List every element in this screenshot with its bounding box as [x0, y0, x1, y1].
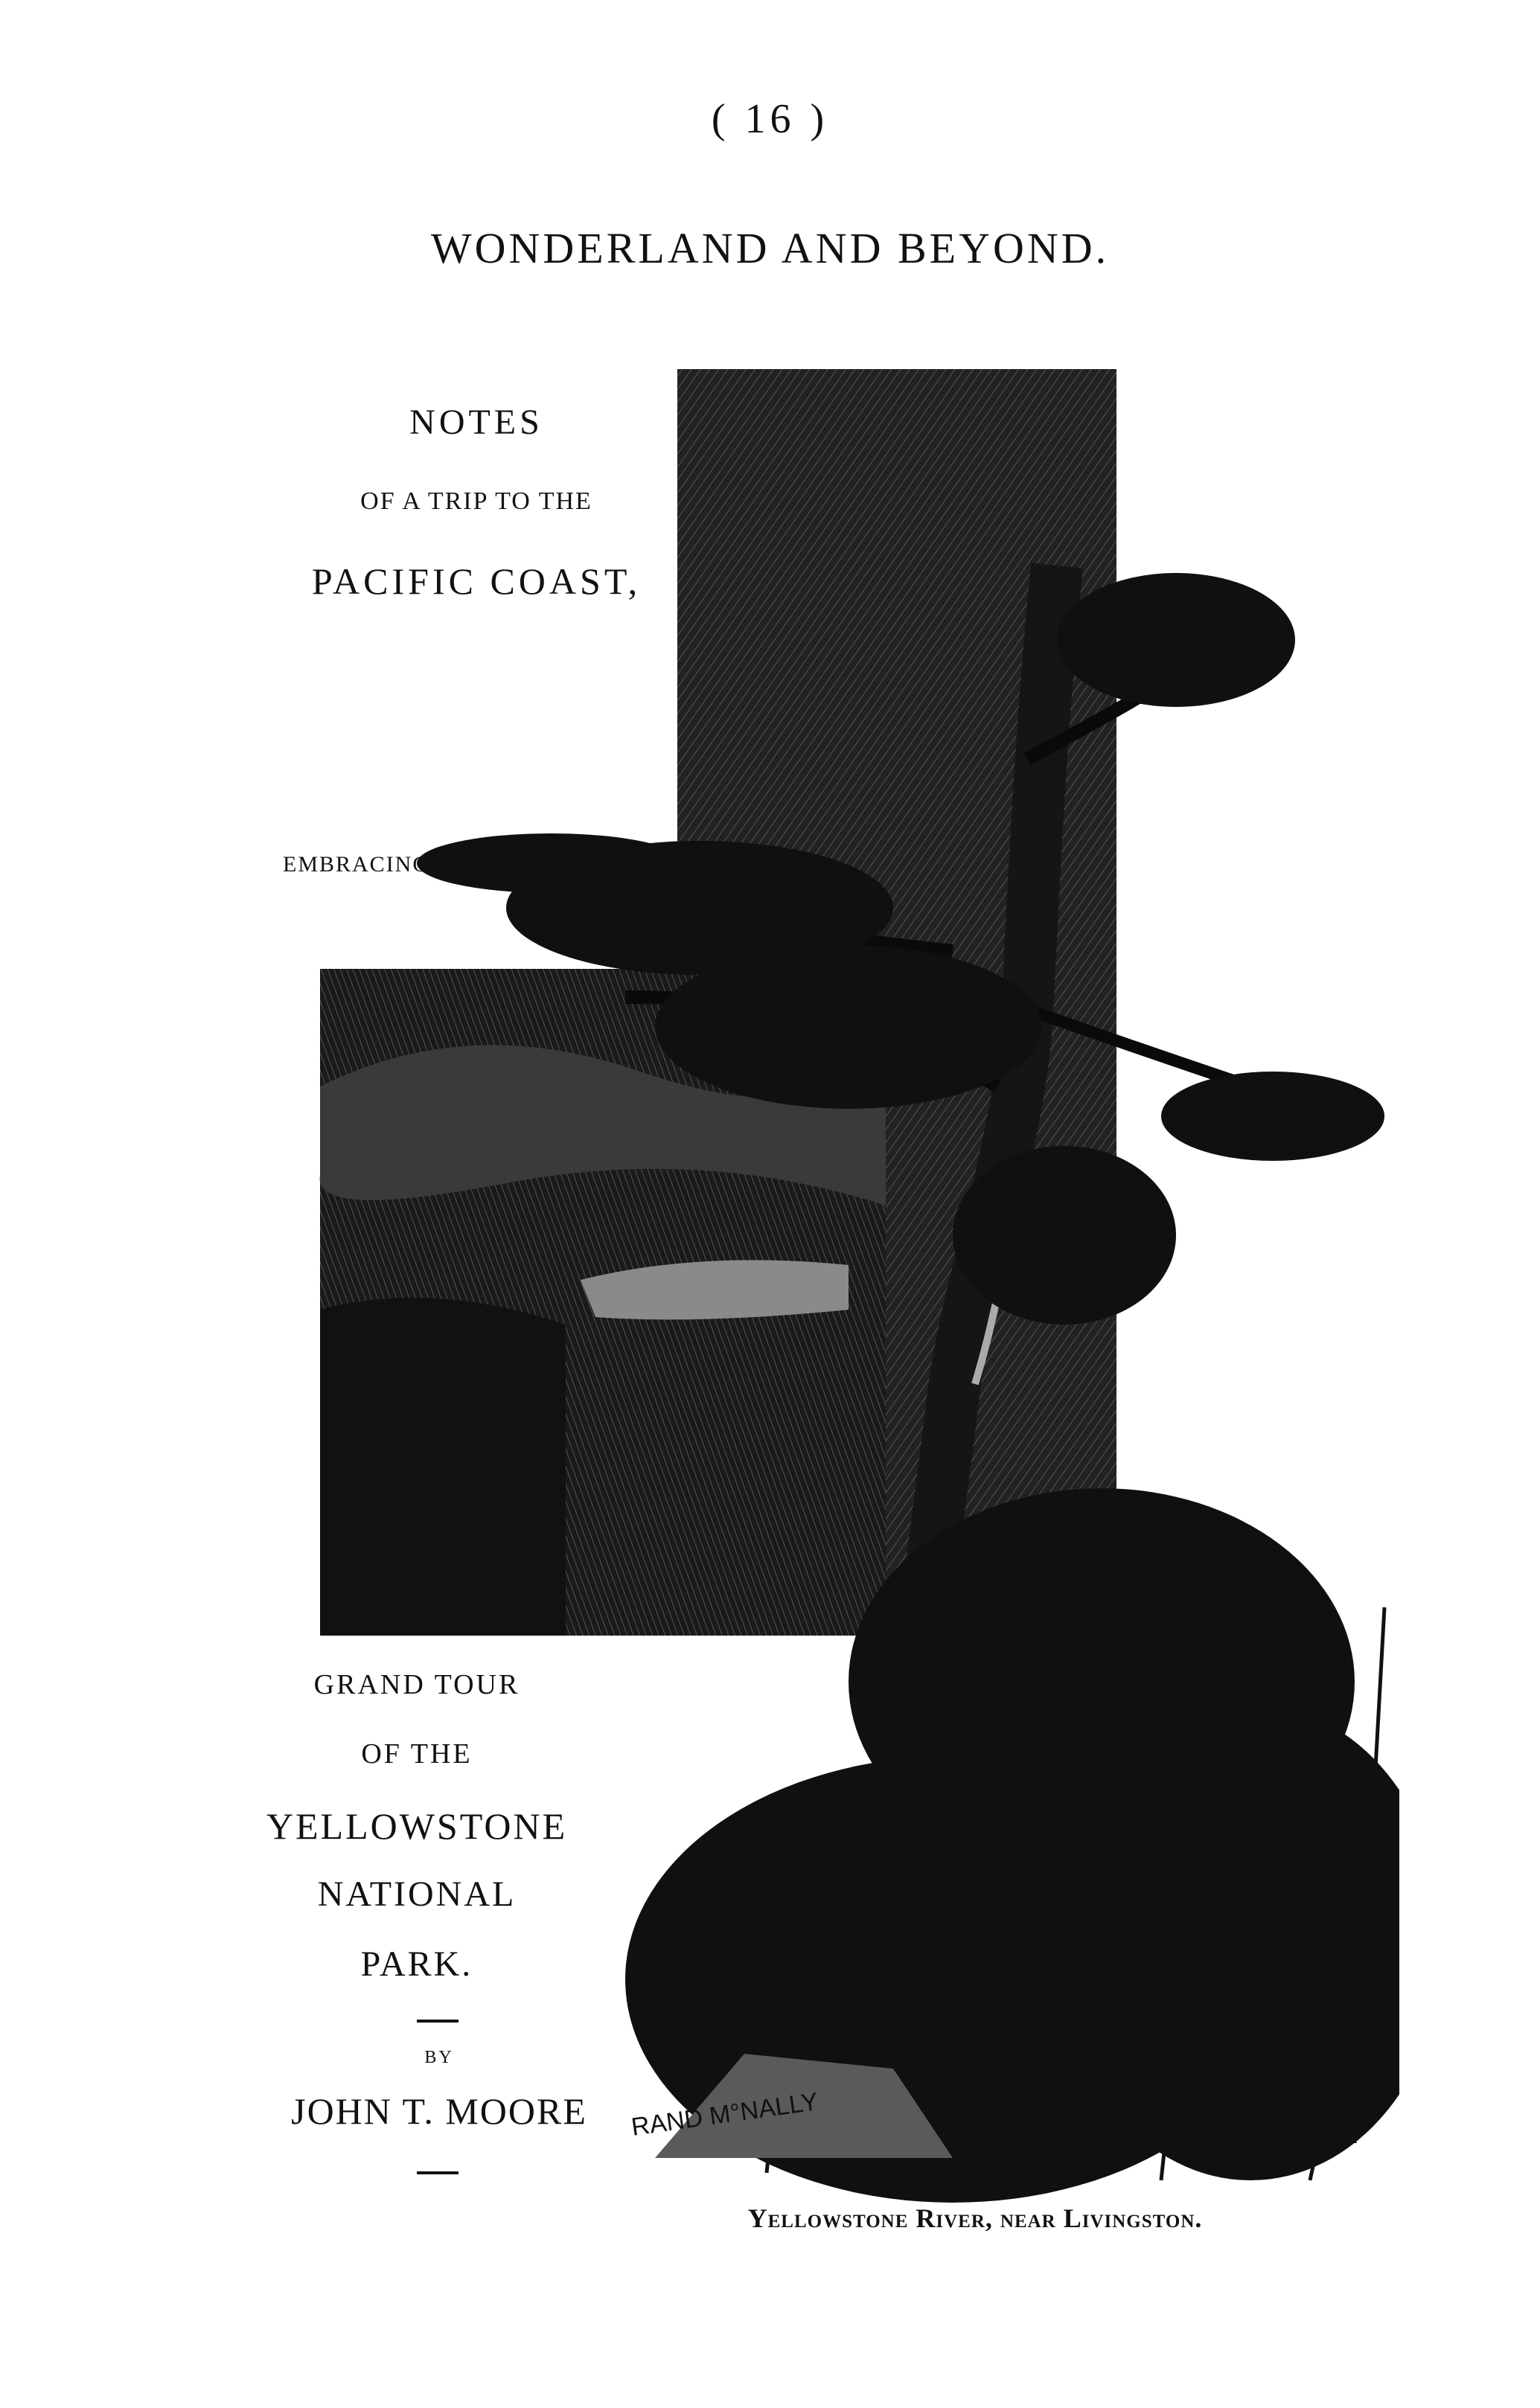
title-park: PARK.	[360, 1944, 473, 1984]
illustration-caption: Yellowstone River, near Livingston.	[747, 2203, 1203, 2233]
byline-by: BY	[424, 2048, 454, 2067]
divider-rule	[417, 2171, 459, 2174]
engraving-illustration	[283, 342, 1399, 2203]
title-notes: NOTES	[409, 403, 543, 442]
title-of-the: OF THE	[361, 1738, 473, 1770]
engraver-signature: RAND M°NALLY	[629, 2087, 820, 2142]
divider-rule	[417, 2020, 459, 2023]
title-trip-line: OF A TRIP TO THE	[360, 487, 592, 515]
title-embracing: EMBRACING THE	[283, 852, 485, 877]
author-name: JOHN T. MOORE	[291, 2090, 587, 2132]
running-title: WONDERLAND AND BEYOND.	[430, 224, 1110, 272]
title-national: NATIONAL	[317, 1874, 517, 1914]
title-pacific-coast: PACIFIC COAST,	[311, 560, 642, 602]
page-number: ( 16 )	[711, 96, 829, 142]
title-grand-tour: GRAND TOUR	[313, 1669, 520, 1700]
title-yellowstone: YELLOWSTONE	[266, 1805, 568, 1847]
